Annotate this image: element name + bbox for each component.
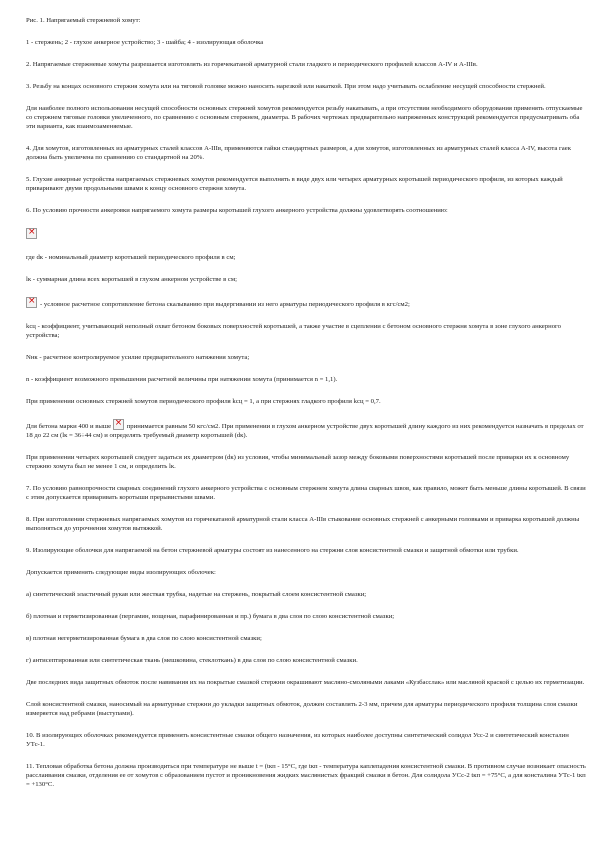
paragraph-2: 2. Напрягаемые стержневые хомуты разрешается изготовлять из горячекатаной арматурной стали гладкого и периодического профилей классов A-IV и A-IIIв. [26, 61, 478, 68]
definition-lk: lк - суммарная длина всех коротышей в глухом анкерном устройстве в см; [26, 276, 237, 283]
broken-image-icon [113, 419, 124, 430]
figure-legend: 1 - стержень; 2 - глухое анкерное устройство; 3 - шайба; 4 - изолирующая оболочка [26, 39, 264, 46]
paragraph-11: 11. Тепловая обработка бетона должна производиться при температуре не выше t = (tкп - 15°С, где tкп - температура каплепадения консистентной смазки. В противном случае возникает опасность расслаивания смазки, отделения ее от хомутов с образованием пустот и проникновения жидких маслянистых фракций смазки в бетон. Для солидола УСс-2 tкп = +75°С, а для консталина УТс-1 tкп = +130°С. [26, 763, 586, 788]
paragraph-8: 8. При изготовлении стержневых напрягаемых хомутов из горячекатаной арматурной стали класса A-IIIв стыкование основных стержней с анкерными головками и приварка коротышей должны выполняться до упрочнения хомутов вытяжкой. [26, 516, 580, 532]
paragraph-four-stubs: При применении четырех коротышей следует задаться их диаметром (dк) из условия, чтобы минимальный зазор между боковыми поверхностями коротышей после приварки их к основному стержню хомута был не менее 1 см, и определить lк. [26, 454, 570, 470]
paragraph-grease-layer: Слой консистентной смазки, наносимый на арматурные стержни до укладки защитных обмоток, должен составлять 2-3 мм, причем для арматуры периодического профиля толщина слоя смазки измеряется над ребрами (выступами). [26, 701, 578, 717]
paragraph-5: 5. Глухие анкерные устройства напрягаемых стержневых хомутов рекомендуется выполнять в виде двух или четырех арматурных коротышей периодического профиля, из которых каждый приваривают двумя продольными швами к концу основного стержня хомута. [26, 176, 563, 192]
definition-ksc: kсц - коэффициент, учитывающий неполный охват бетоном боковых поверхностей коротышей, а также участие в сцеплении с бетоном основного стержня хомута в зоне глухого анкерного устройства; [26, 323, 561, 339]
paragraph-concrete-grade: Для бетона марки 400 и выше × принимается равным 50 кгс/см2. При применении в глухом анкерном устройстве двух коротышей длину каждого из них рекомендуется назначать в пределах от 18 до 22 см (lк = 36÷44 см) и определять требуемый диаметр коротышей (dк). [26, 419, 589, 440]
paragraph-lacquer: Две последних вида защитных обмоток после навивания их на покрытые смазкой стержни окрашивают масляно-смоляными лаками «Кузбасслак» или масляной краской с целью их герметизации. [26, 679, 585, 686]
figure-caption: Рис. 1. Напрягаемый стержневой хомут: [26, 17, 141, 24]
definition-nnk: Nнк - расчетное контролируемое усилие предварительного натяжения хомута; [26, 354, 250, 361]
document-page [26, 0, 589, 789]
list-item-g: г) антисептированная или синтетическая ткань (мешковина, стеклоткань) в два слоя по слою консистентной смазки. [26, 657, 358, 664]
paragraph-4: 4. Для хомутов, изготовленных из арматурных сталей классов A-IIIв, применяются гайки стандартных размеров, а для хомутов, изготовленных из арматурных сталей класса A-IV, высота гаек должна быть увеличена по сравнению со стандартной на 20%. [26, 145, 571, 161]
paragraph-3: 3. Резьбу на концах основного стержня хомута или на тяговой головке можно наносить нарезкой или накаткой. При этом надо учитывать ослабление несущей способности стержней. [26, 83, 546, 90]
paragraph-9: 9. Изолирующие оболочки для напрягаемой на бетон стержневой арматуры состоят из нанесенного на стержни слоя консистентной смазки и защитной обмотки или трубки. [26, 547, 519, 554]
list-item-a: а) синтетический эластичный рукав или жесткая трубка, надетые на стержень, покрытый слоем консистентной смазки; [26, 591, 367, 598]
broken-image-icon [26, 228, 37, 239]
list-item-v: в) плотная негерметизированная бумага в два слоя по слою консистентной смазки; [26, 635, 262, 642]
formula-image [26, 228, 589, 240]
paragraph-7: 7. По условию равнопрочности сварных соединений глухого анкерного устройства с основным стержнем хомута длина сварных швов, как правило, может быть меньше длины коротышей. В связи с этим допускается приваривать коротыши прерывистыми швами. [26, 485, 586, 501]
broken-image-icon [26, 297, 37, 308]
paragraph-10: 10. В изолирующих оболочках рекомендуется применять консистентные смазки общего назначения, из которых наиболее доступны синтетический солидол Усс-2 и синтетический консталин УТс-1. [26, 732, 569, 748]
definition-n: n - коэффициент возможного превышения расчетной величины при натяжении хомута (принимается n = 1,1). [26, 376, 338, 383]
list-intro: Допускается применять следующие виды изолирующих оболочек: [26, 569, 216, 576]
definition-resistance: ×- условное расчетное сопротивление бетона скалыванию при выдергивании из него арматуры периодического профиля в кгс/см2; [26, 297, 589, 309]
definition-dk: где dк - номинальный диаметр коротышей периодического профиля в см; [26, 254, 236, 261]
paragraph-ksc-values: При применении основных стержней хомутов периодического профиля kсц = 1, а при стержнях гладкого профиля kсц = 0,7. [26, 398, 381, 405]
paragraph-3-cont: Для наиболее полного использования несущей способности основных стержней хомутов рекомендуется резьбу накатывать, а при отсутствии необходимого оборудования применять отпускаемые со стержнем тяговые головки увеличенного, по сравнению с основным стержнем, диаметра. В рабочих чертежах предварительно напряженных конструкций рекомендуется предусматривать оба эти варианта, как взаимозаменяемые. [26, 105, 583, 130]
paragraph-6: 6. По условию прочности анкеровки напрягаемого хомута размеры коротышей глухого анкерного устройства должны удовлетворять соотношению: [26, 207, 448, 214]
list-item-b: б) плотная и герметизированная (пергамин, вощеная, парафинированная и пр.) бумага в два слоя по слою консистентной смазки; [26, 613, 395, 620]
